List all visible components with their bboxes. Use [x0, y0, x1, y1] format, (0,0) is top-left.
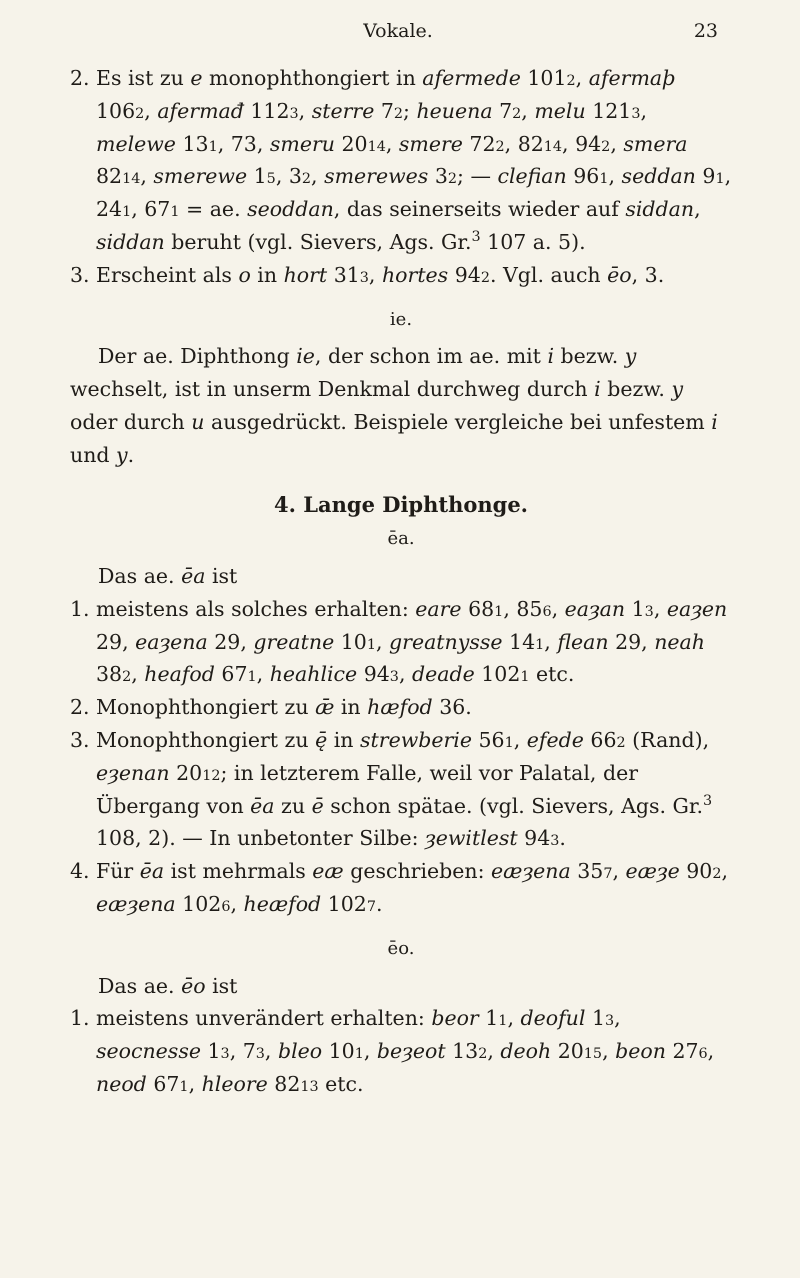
item-number: 3.	[70, 262, 90, 287]
list-a	[70, 62, 732, 292]
section-heading: 4. Lange Diphthonge.	[274, 491, 528, 517]
ea-lead: Das ae. ēa ist	[98, 563, 238, 588]
list-item	[70, 691, 732, 724]
section-title-eo: ēo.	[387, 937, 415, 959]
item-text: Monophthongiert zu ę̄ in strewberie 561, efede 662 (Rand), eȝenan 2012; in letzterem Falle, weil vor Palatal, der Übergang von ēa zu ē schon spätae. (vgl. Sievers, Ags. Gr.$^3$ 108, 2). — In unbetonter Silbe: ȝewitlest 943.	[96, 727, 713, 851]
item-number: 2.	[70, 66, 90, 90]
list-item	[70, 724, 732, 855]
list-item	[70, 593, 732, 691]
item-number: 4.	[70, 859, 90, 884]
list-eo	[70, 1002, 732, 1100]
section-title-ie: ie.	[389, 308, 413, 330]
item-number: 3.	[70, 727, 90, 752]
item-text: Erscheint als o in hort 313, hortes 942. Vgl. auch ēo, 3.	[96, 262, 665, 287]
running-title: Vokale.	[363, 20, 433, 42]
item-text: Es ist zu e monophthongiert in afermede 1012, afermaþ 1062, afermađ 1123, sterre 72; heuena 72, melu 1213, melewe 131, 73, smeru 2014, smere 722, 8214, 942, smera 8214, smerewe 15, 32, smerewes 32; — clefian 961, seddan 91, 241, 671 = ae. seoddan, das seinerseits wieder auf siddan, siddan beruht (vgl. Sievers, Ags. Gr.$^3$ 107 a. 5).	[96, 66, 732, 254]
list-item	[70, 62, 732, 259]
item-number: 1.	[70, 1006, 90, 1031]
item-number: 2.	[70, 695, 90, 720]
item-text: meistens unverändert erhalten: beor 11, deoful 13, seocnesse 13, 73, bleo 101, beȝeot 132, deoh 2015, beon 276, neod 671, hleore 8213 etc.	[96, 1006, 715, 1096]
page-body	[70, 62, 732, 1101]
item-text: Monophthongiert zu ǣ in hæfod 36.	[96, 695, 472, 720]
page-header	[78, 20, 718, 50]
page-number: 23	[693, 20, 718, 42]
list-item	[70, 855, 732, 921]
ie-paragraph: Der ae. Diphthong ie, der schon im ae. mit i bezw. y wechselt, ist in unserm Denkmal durchweg durch i bezw. y oder durch u ausgedrückt. Beispiele vergleiche bei unfestem i und y.	[70, 344, 718, 467]
item-number: 1.	[70, 596, 90, 621]
list-ea	[70, 593, 732, 921]
section-title-ea: ēa.	[387, 528, 415, 550]
eo-lead: Das ae. ēo ist	[98, 973, 238, 998]
list-item	[70, 259, 732, 292]
item-text: meistens als solches erhalten: eare 681, 856, eaȝan 13, eaȝen 29, eaȝena 29, greatne 101, greatnysse 141, flean 29, neah 382, heafod 671, heahlice 943, deade 1021 etc.	[96, 596, 728, 687]
list-item	[70, 1002, 732, 1100]
item-text: Für ēa ist mehrmals eæ geschrieben: eæȝena 357, eæȝe 902, eæȝena 1026, heæfod 1027.	[96, 859, 729, 916]
